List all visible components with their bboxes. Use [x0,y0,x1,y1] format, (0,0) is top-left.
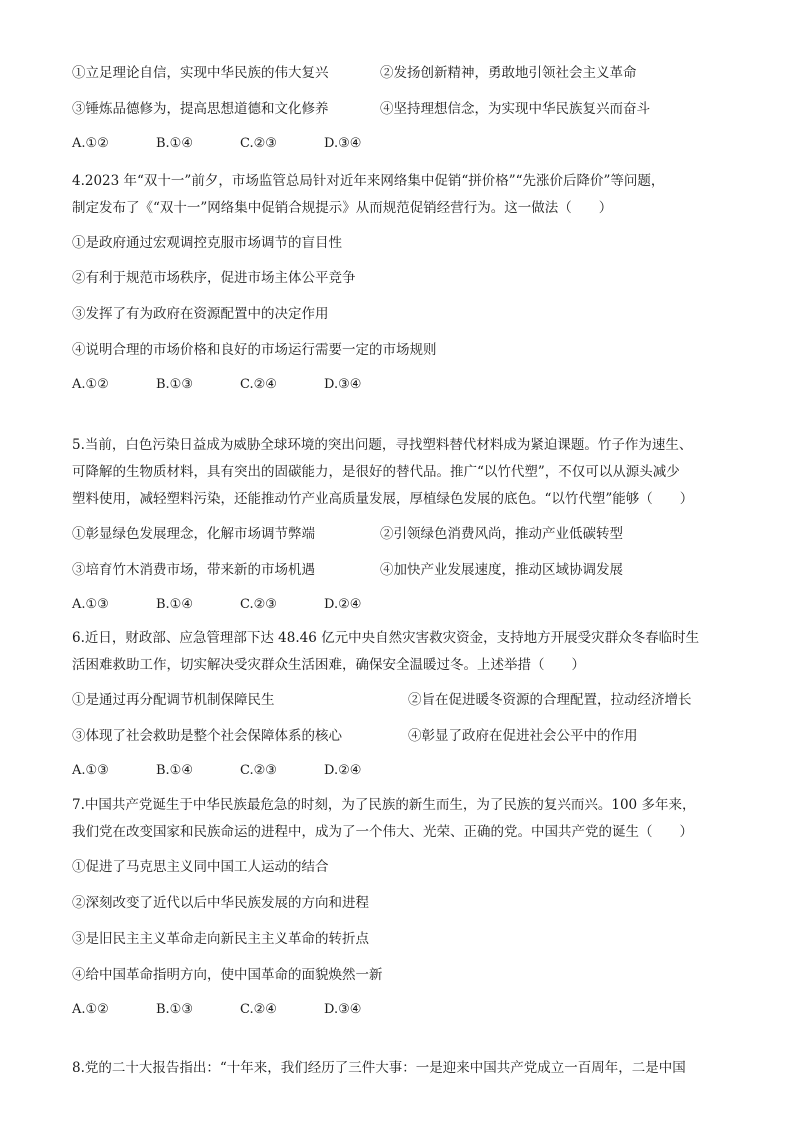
question-stem-line: 活困难救助工作，切实解决受灾群众生活困难，确保安全温暖过冬。上述举措（ ） [72,657,585,673]
option-4: ④彰显了政府在促进社会公平中的作用 [408,728,638,744]
option-4: ④坚持理想信念，为实现中华民族复兴而奋斗 [380,101,650,117]
answer-d: D.③④ [324,1002,362,1017]
option-1: ①立足理论自信，实现中华民族的伟大复兴 [72,65,329,81]
answer-choices [72,595,722,615]
option-3: ③是旧民主主义革命走向新民主主义革命的转折点 [72,931,369,947]
answer-d: D.②④ [324,597,362,612]
answer-c: C.②④ [240,1002,277,1017]
answer-b: B.①④ [156,136,193,151]
question-stem-line: 制定发布了《“双十一”网络集中促销合规提示》从而规范促销经营行为。这一做法（ ） [72,200,613,216]
answer-b: B.①③ [156,1002,193,1017]
answer-c: C.②③ [240,763,277,778]
answer-c: C.②③ [240,597,277,612]
question-stem-line: 7.中国共产党诞生于中华民族最危急的时刻，为了民族的新生而生，为了民族的复兴而兴。100 多年来， [72,797,696,813]
answer-choices [72,1000,722,1020]
option-2: ②引领绿色消费风尚，推动产业低碳转型 [380,526,623,542]
answer-d: D.③④ [324,377,362,392]
question-stem-line: 5.当前，白色污染日益成为威胁全球环境的突出问题，寻找塑料替代材料成为紧迫课题。竹子作为速生、 [72,437,693,453]
options-row-1 [72,524,722,544]
question-stem-line: 8.党的二十大报告指出：“十年来，我们经历了三件大事：一是迎来中国共产党成立一百周年，二是中国 [72,1060,686,1076]
answer-d: D.②④ [324,763,362,778]
answer-a: A.①② [72,1002,109,1017]
option-3: ③发挥了有为政府在资源配置中的决定作用 [72,306,329,322]
question-stem-line: 可降解的生物质材料，具有突出的固碳能力，是很好的替代品。推广“以竹代塑”，不仅可以从源头减少 [72,464,680,480]
option-1: ①是通过再分配调节机制保障民生 [72,692,275,708]
question-5 [72,432,722,615]
answer-b: B.①④ [156,597,193,612]
answer-a: A.①② [72,136,109,151]
options-row-2 [72,560,722,580]
answer-b: B.①③ [156,377,193,392]
answer-c: C.②③ [240,136,277,151]
answer-choices [72,375,722,395]
answer-a: A.①③ [72,763,109,778]
option-3: ③体现了社会救助是整个社会保障体系的核心 [72,728,342,744]
option-4: ④加快产业发展速度，推动区域协调发展 [380,562,623,578]
option-2: ②深刻改变了近代以后中华民族发展的方向和进程 [72,895,369,911]
option-1: ①是政府通过宏观调控克服市场调节的盲目性 [72,235,342,251]
options-row-2 [72,99,722,119]
question-stem-line: 6.近日，财政部、应急管理部下达 48.46 亿元中央自然灾害救灾资金，支持地方开展受灾群众冬春临时生 [72,630,700,646]
options-row-1 [72,690,722,710]
answer-b: B.①④ [156,763,193,778]
question-stem-line: 塑料使用，减轻塑料污染，还能推动竹产业高质量发展，厚植绿色发展的底色。“以竹代塑”能够（ ） [72,491,694,507]
option-1: ①促进了马克思主义同中国工人运动的结合 [72,859,329,875]
question-stem-line: 4.2023 年“双十一”前夕，市场监管总局针对近年来网络集中促销“拼价格”“先涨价后降价”等问题， [72,173,665,189]
answer-c: C.②④ [240,377,277,392]
answer-d: D.③④ [324,136,362,151]
options-row-1 [72,63,722,83]
question-8 [72,1055,722,1082]
question-6 [72,625,722,781]
option-2: ②有利于规范市场秩序，促进市场主体公平竞争 [72,270,356,286]
answer-a: A.①② [72,377,109,392]
question-3 [72,63,722,154]
options-row-2 [72,726,722,746]
question-stem-line: 我们党在改变国家和民族命运的进程中，成为了一个伟大、光荣、正确的党。中国共产党的诞生（ ） [72,824,693,840]
question-7 [72,792,722,1020]
option-4: ④说明合理的市场价格和良好的市场运行需要一定的市场规则 [72,342,437,358]
answer-choices [72,134,722,154]
option-3: ③锤炼品德修为，提高思想道德和文化修养 [72,101,329,117]
option-1: ①彰显绿色发展理念，化解市场调节弊端 [72,526,315,542]
option-3: ③培育竹木消费市场，带来新的市场机遇 [72,562,315,578]
option-4: ④给中国革命指明方向，使中国革命的面貌焕然一新 [72,967,383,983]
option-2: ②发扬创新精神，勇敢地引领社会主义革命 [380,65,637,81]
question-4 [72,168,722,395]
answer-choices [72,761,722,781]
option-2: ②旨在促进暖冬资源的合理配置，拉动经济增长 [408,692,692,708]
answer-a: A.①③ [72,597,109,612]
